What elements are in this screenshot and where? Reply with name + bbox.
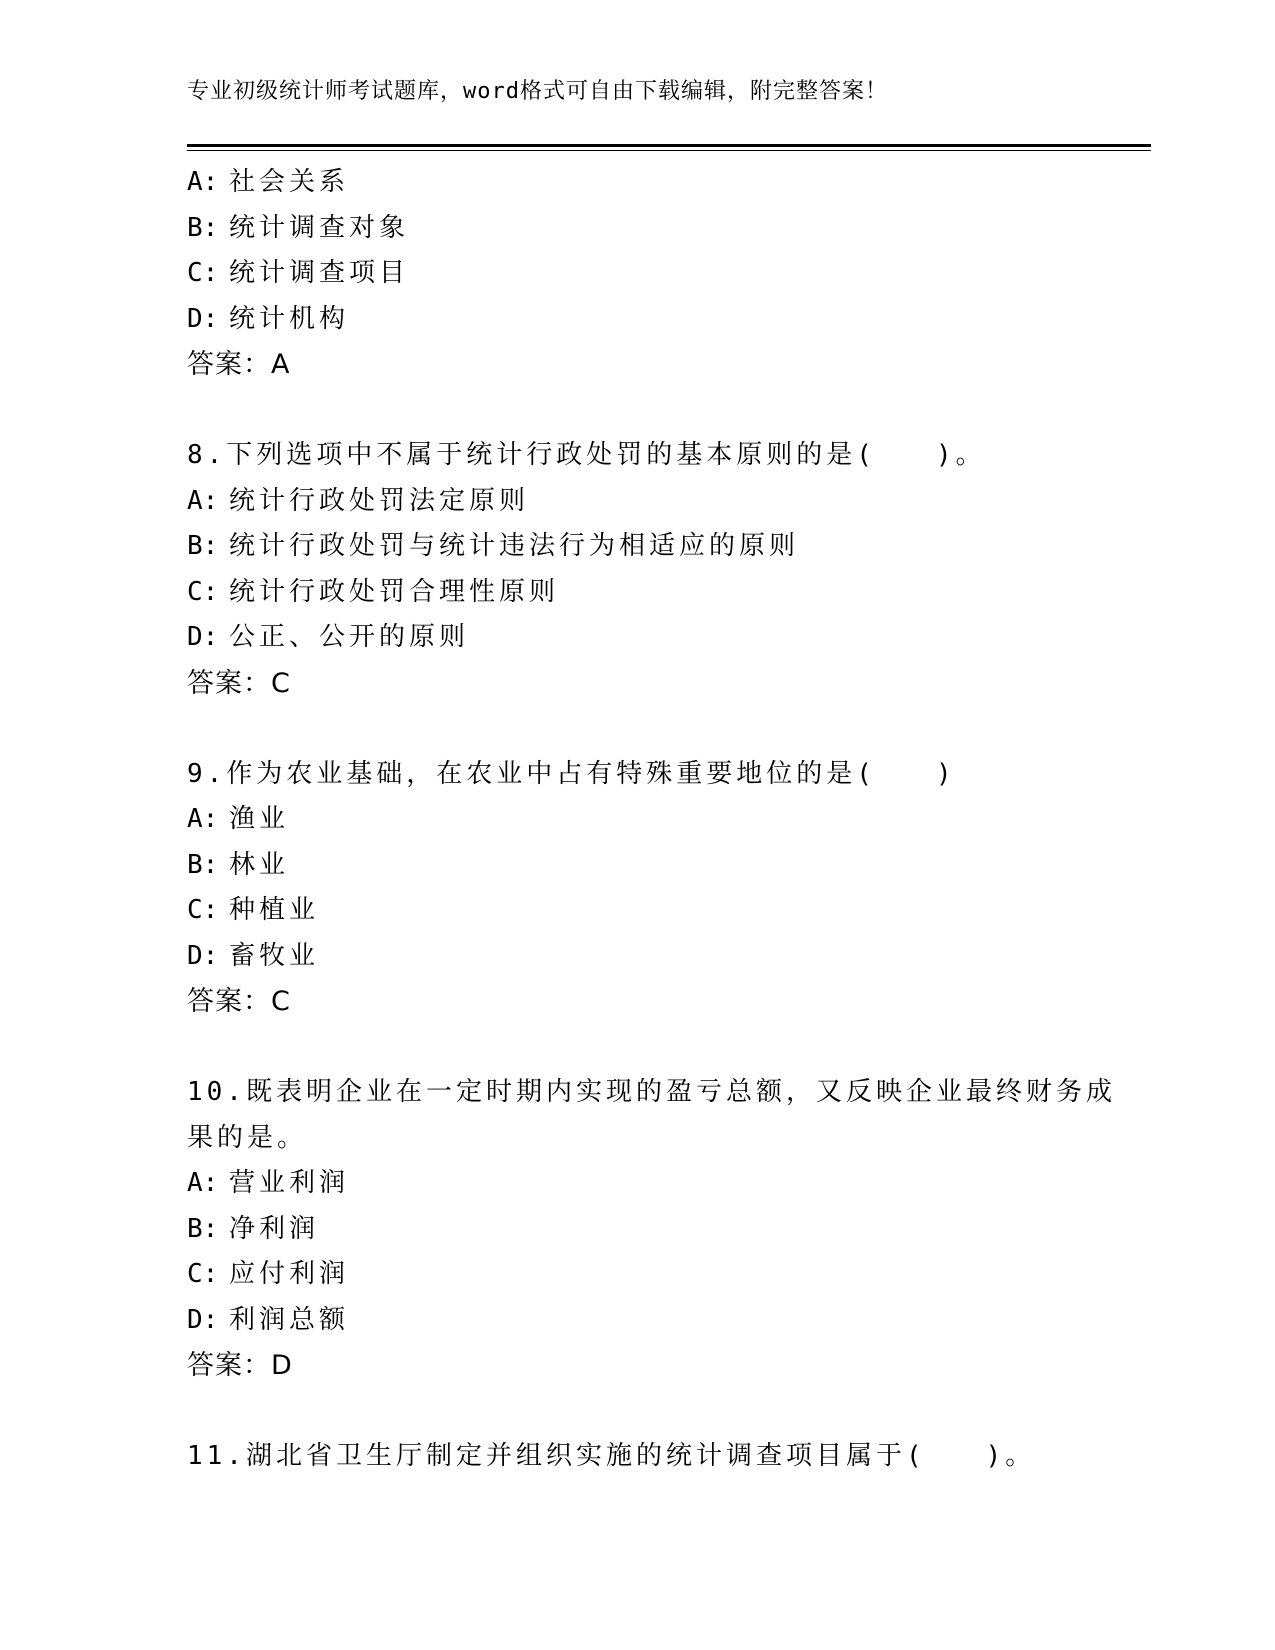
- question-list: [187, 160, 1116, 1480]
- option-letter: B:: [187, 849, 219, 880]
- option-letter: B:: [187, 531, 219, 561]
- option-text: 畜牧业: [229, 940, 320, 971]
- option-text: 统计机构: [229, 303, 350, 334]
- option-a: [187, 479, 1067, 525]
- option-text: 营业利润: [229, 1168, 350, 1198]
- option-text: 社会关系: [229, 167, 350, 197]
- question-stem: 8.下列选项中不属于统计行政处罚的基本原则的是( )。: [187, 440, 986, 470]
- spacer: [187, 1389, 1067, 1435]
- option-letter: D:: [187, 303, 219, 334]
- header-rule-thick: [187, 144, 1151, 147]
- option-c: [187, 570, 1067, 616]
- option-text: 统计行政处罚合理性原则: [229, 576, 560, 607]
- option-letter: C:: [187, 1259, 219, 1289]
- option-letter: C:: [187, 576, 219, 607]
- option-b: [187, 843, 1067, 889]
- question-stem: 9.作为农业基础，在农业中占有特殊重要地位的是( ): [187, 758, 956, 789]
- option-text: 种植业: [229, 895, 320, 925]
- option-a: [187, 1161, 1067, 1207]
- answer-line: 答案：C: [187, 667, 291, 699]
- option-c: [187, 251, 1067, 297]
- question-10: [187, 1070, 1116, 1389]
- spacer: [187, 1025, 1067, 1071]
- option-text: 统计调查项目: [229, 258, 410, 288]
- answer-line: 答案：A: [187, 349, 291, 380]
- option-letter: A:: [187, 804, 219, 834]
- question-stem-line-1: 10.既表明企业在一定时期内实现的盈亏总额，又反映企业最终财务成: [187, 1077, 1116, 1107]
- option-letter: D:: [187, 1304, 219, 1335]
- option-letter: A:: [187, 485, 219, 516]
- option-text: 渔业: [229, 804, 290, 834]
- option-a: [187, 160, 1067, 206]
- question-8: [187, 433, 1067, 706]
- option-d: [187, 615, 1067, 661]
- option-text: 应付利润: [229, 1259, 350, 1289]
- option-text: 统计行政处罚与统计违法行为相适应的原则: [229, 531, 800, 561]
- option-b: [187, 524, 1067, 570]
- question-stem-line-2: 果的是。: [187, 1122, 308, 1153]
- question-7-continuation: [187, 160, 1067, 388]
- option-letter: C:: [187, 895, 219, 925]
- question-stem: 11.湖北省卫生厅制定并组织实施的统计调查项目属于( )。: [187, 1441, 1036, 1471]
- option-c: [187, 888, 1067, 934]
- spacer: [187, 706, 1067, 752]
- option-d: [187, 934, 1067, 980]
- answer-line: 答案：C: [187, 986, 291, 1017]
- option-letter: B:: [187, 1213, 219, 1244]
- spacer: [187, 388, 1067, 434]
- option-text: 林业: [229, 849, 290, 880]
- option-a: [187, 797, 1067, 843]
- option-letter: C:: [187, 258, 219, 288]
- header-rule-thin: [187, 150, 1151, 151]
- option-b: [187, 206, 1067, 252]
- answer-line: 答案：D: [187, 1350, 293, 1381]
- option-text: 统计行政处罚法定原则: [229, 485, 530, 516]
- question-11: [187, 1434, 1067, 1480]
- option-letter: A:: [187, 167, 219, 197]
- page-header: 专业初级统计师考试题库，word格式可自由下载编辑，附完整答案！: [187, 79, 888, 104]
- option-letter: D:: [187, 940, 219, 971]
- option-text: 净利润: [229, 1213, 320, 1244]
- option-text: 统计调查对象: [229, 212, 410, 243]
- option-letter: B:: [187, 212, 219, 243]
- option-d: [187, 1298, 1067, 1344]
- option-letter: D:: [187, 622, 219, 652]
- question-9: [187, 752, 1067, 1025]
- option-text: 公正、公开的原则: [229, 622, 470, 652]
- option-c: [187, 1252, 1067, 1298]
- option-b: [187, 1207, 1067, 1253]
- option-letter: A:: [187, 1168, 219, 1198]
- option-text: 利润总额: [229, 1304, 350, 1335]
- option-d: [187, 297, 1067, 343]
